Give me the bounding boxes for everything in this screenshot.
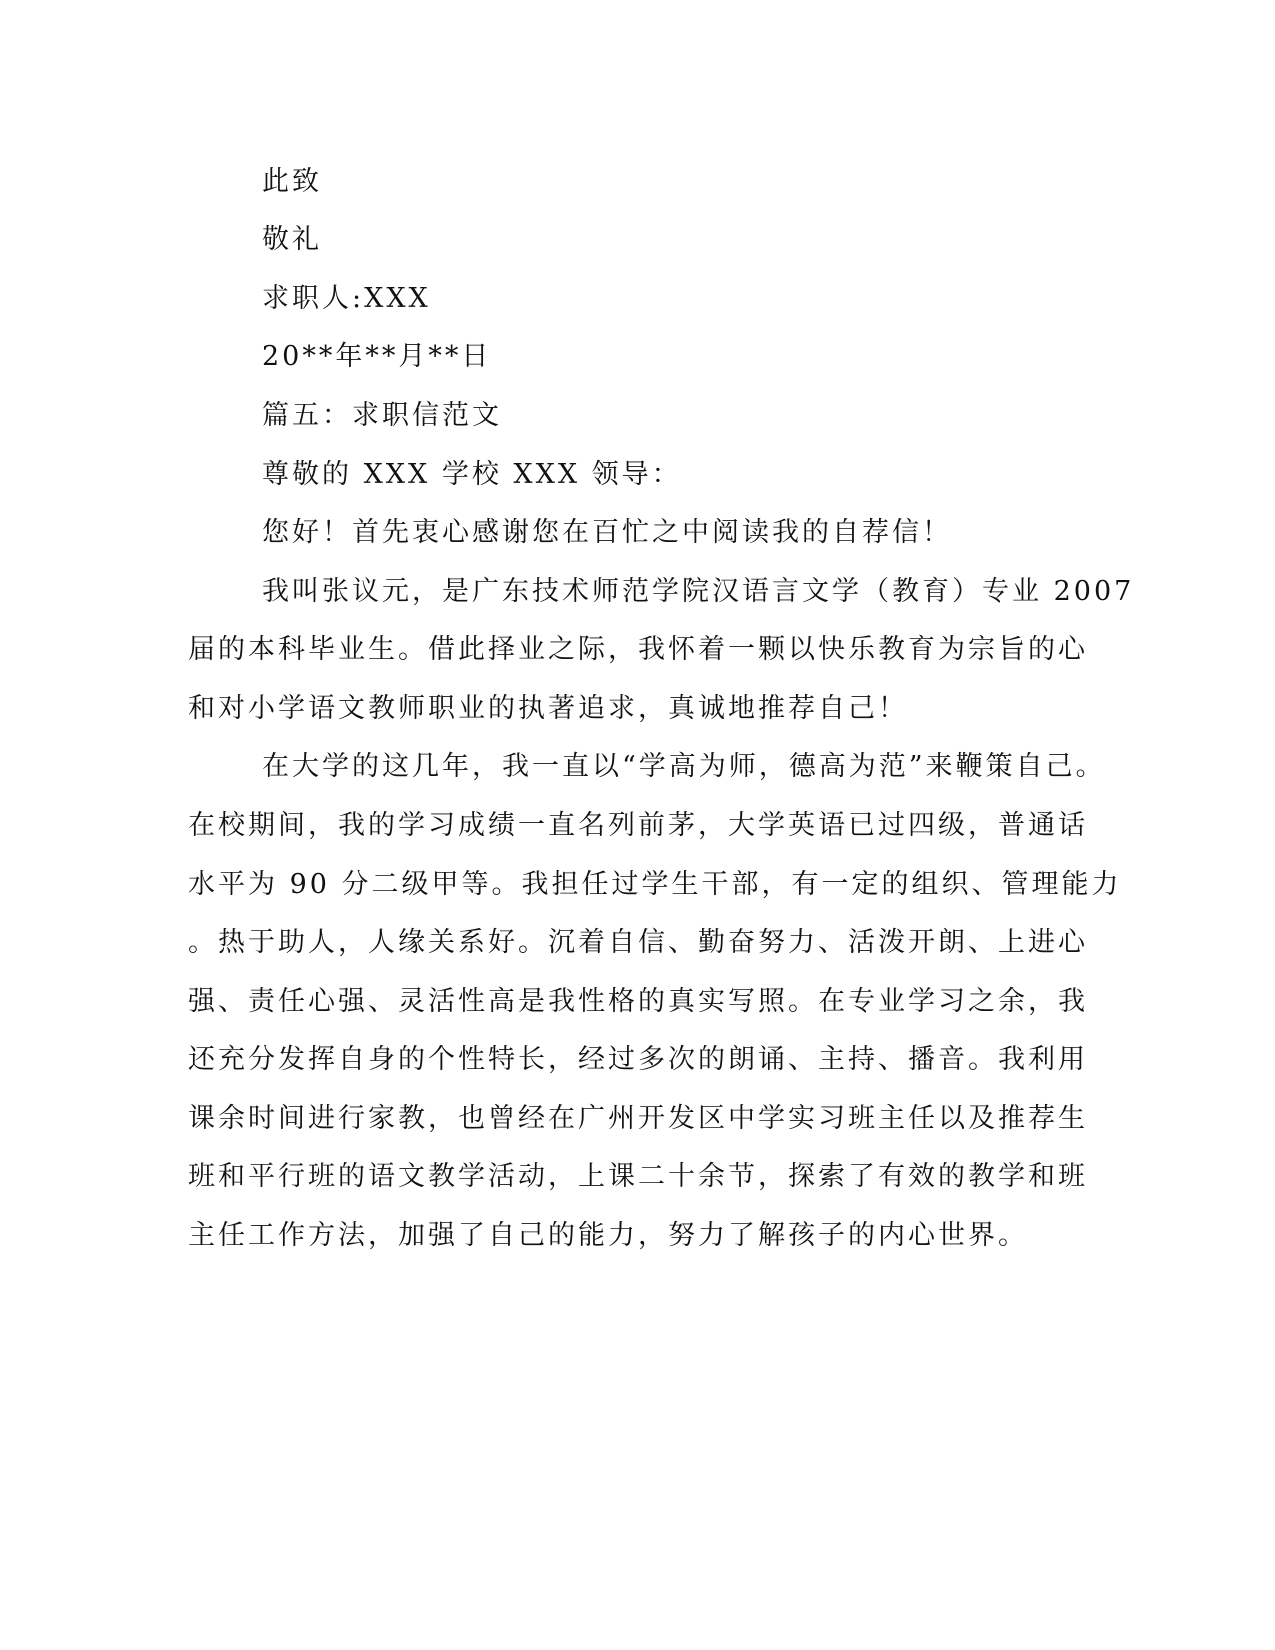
paragraph-1-line: 我叫张议元，是广东技术师范学院汉语言文学（教育）专业 2007	[262, 576, 1135, 607]
paragraph-2-line: 强、责任心强、灵活性高是我性格的真实写照。在专业学习之余，我	[188, 986, 1088, 1017]
letter-greeting: 尊敬的 XXX 学校 XXX 领导：	[262, 459, 682, 490]
paragraph-2-line: 在校期间，我的学习成绩一直名列前茅，大学英语已过四级，普通话	[188, 810, 1088, 841]
letter-opening: 您好！首先衷心感谢您在百忙之中阅读我的自荐信！	[262, 517, 952, 548]
signature-line: 求职人:XXX	[262, 283, 431, 314]
paragraph-2-line: 课余时间进行家教，也曾经在广州开发区中学实习班主任以及推荐生	[188, 1103, 1088, 1134]
paragraph-2-line: 水平为 90 分二级甲等。我担任过学生干部，有一定的组织、管理能力	[188, 869, 1122, 900]
section-heading: 篇五：求职信范文	[262, 400, 502, 431]
paragraph-1-line: 届的本科毕业生。借此择业之际，我怀着一颗以快乐教育为宗旨的心	[188, 634, 1088, 665]
date-line: 20**年**月**日	[262, 341, 492, 372]
paragraph-2-line: 主任工作方法，加强了自己的能力，努力了解孩子的内心世界。	[188, 1220, 1028, 1251]
paragraph-2-line: 班和平行班的语文教学活动，上课二十余节，探索了有效的教学和班	[188, 1161, 1088, 1192]
paragraph-2-line: 在大学的这几年，我一直以“学高为师，德高为范”来鞭策自己。	[262, 751, 1106, 782]
paragraph-1-line: 和对小学语文教师职业的执著追求，真诚地推荐自己！	[188, 693, 908, 724]
paragraph-2-line: 。热于助人，人缘关系好。沉着自信、勤奋努力、活泼开朗、上进心	[188, 927, 1088, 958]
paragraph-2-line: 还充分发挥自身的个性特长，经过多次的朗诵、主持、播音。我利用	[188, 1044, 1088, 1075]
closing-salutation-1: 此致	[262, 166, 322, 197]
closing-salutation-2: 敬礼	[262, 224, 322, 255]
